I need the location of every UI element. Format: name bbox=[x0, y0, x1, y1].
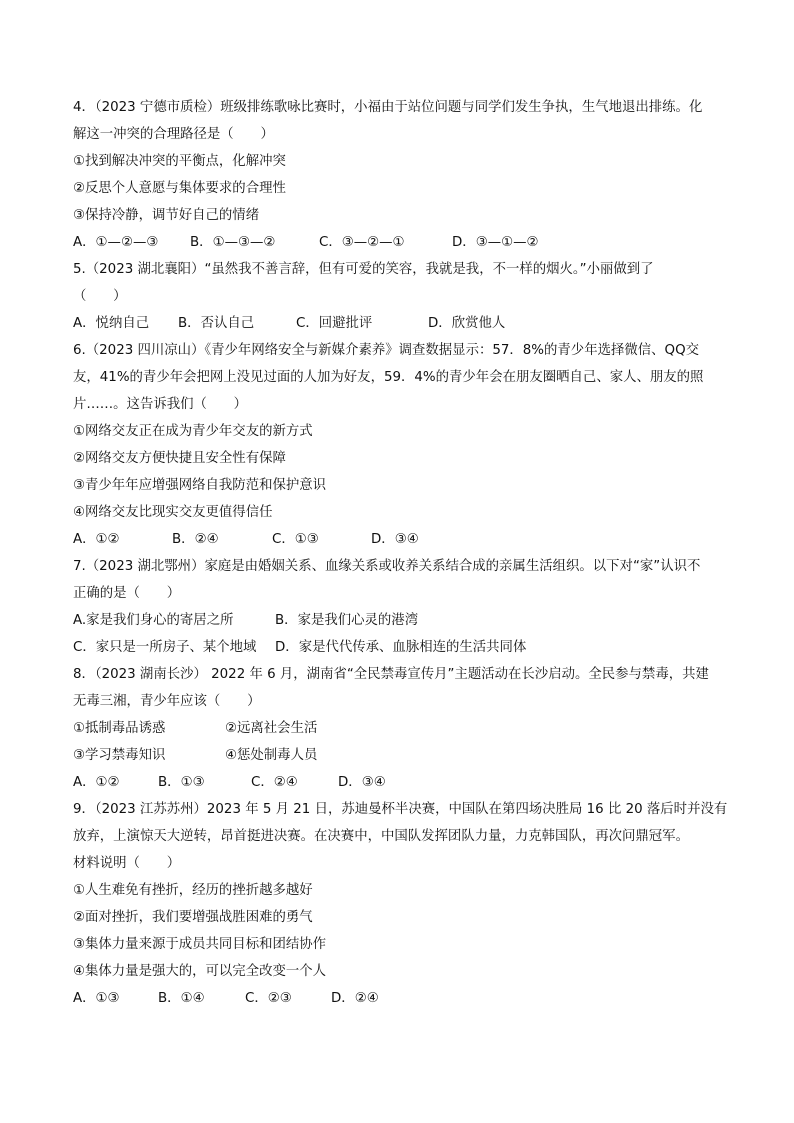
statement-item: ②远离社会生活 bbox=[225, 721, 318, 736]
option-b[interactable]: B．②④ bbox=[172, 532, 219, 547]
question-5 bbox=[73, 256, 723, 337]
question-stem: 7.（2023 湖北鄂州）家庭是由婚姻关系、血缘关系或收养关系结合成的亲属生活组织。以下对“家”认识不 bbox=[73, 559, 701, 574]
question-7 bbox=[73, 553, 723, 661]
statement-items bbox=[73, 715, 723, 742]
option-b[interactable]: B．家是我们心灵的港湾 bbox=[275, 613, 419, 628]
answer-options bbox=[73, 985, 723, 1012]
statement-item: ①网络交友正在成为青少年交友的新方式 bbox=[73, 424, 313, 439]
answer-options bbox=[73, 607, 723, 634]
option-c[interactable]: C．①③ bbox=[272, 532, 319, 547]
statement-item: ④惩处制毒人员 bbox=[225, 748, 318, 763]
statement-item: ③保持冷静，调节好自己的情绪 bbox=[73, 208, 260, 223]
statement-item: ②网络交友方便快捷且安全性有保障 bbox=[73, 451, 286, 466]
statement-item: ④网络交友比现实交友更值得信任 bbox=[73, 505, 273, 520]
question-stem: 9．（2023 江苏苏州）2023 年 5 月 21 日，苏迪曼杯半决赛，中国队在第四场决胜局 16 比 20 落后时并没有 bbox=[73, 802, 728, 817]
option-d[interactable]: D．③④ bbox=[371, 532, 419, 547]
option-a[interactable]: A．①② bbox=[73, 775, 120, 790]
option-c[interactable]: C．②④ bbox=[251, 775, 298, 790]
option-b[interactable]: B．否认自己 bbox=[178, 316, 255, 331]
answer-options bbox=[73, 634, 723, 661]
option-d[interactable]: D．③—①—② bbox=[452, 235, 539, 250]
question-stem: 片……。这告诉我们（ ） bbox=[73, 397, 248, 412]
question-stem: 放弃，上演惊天大逆转，昂首挺进决赛。在决赛中，中国队发挥团队力量，力克韩国队，再次问鼎冠军。 bbox=[73, 829, 689, 844]
option-b[interactable]: B．①④ bbox=[158, 991, 205, 1006]
question-6 bbox=[73, 337, 723, 553]
question-stem: 6.（2023 四川凉山）《青少年网络安全与新媒介素养》调查数据显示：57．8%的青少年选择微信、QQ交 bbox=[73, 343, 700, 358]
option-c[interactable]: C．②③ bbox=[245, 991, 292, 1006]
statement-items bbox=[73, 742, 723, 769]
option-d[interactable]: D．③④ bbox=[338, 775, 386, 790]
answer-options bbox=[73, 229, 723, 256]
statement-item: ②面对挫折，我们要增强战胜困难的勇气 bbox=[73, 910, 313, 925]
answer-options bbox=[73, 769, 723, 796]
question-stem: 正确的是（ ） bbox=[73, 586, 181, 601]
option-a[interactable]: A．悦纳自己 bbox=[73, 316, 150, 331]
statement-item: ①人生难免有挫折，经历的挫折越多越好 bbox=[73, 883, 313, 898]
option-b[interactable]: B．①—③—② bbox=[190, 235, 276, 250]
option-a[interactable]: A．①③ bbox=[73, 991, 120, 1006]
option-c[interactable]: C．回避批评 bbox=[296, 316, 373, 331]
question-stem: 4．（2023 宁德市质检）班级排练歌咏比赛时，小福由于站位问题与同学们发生争执，生气地退出排练。化 bbox=[73, 100, 703, 115]
statement-item: ②反思个人意愿与集体要求的合理性 bbox=[73, 181, 286, 196]
option-c[interactable]: C．③—②—① bbox=[319, 235, 405, 250]
question-stem: 解这一冲突的合理路径是（ ） bbox=[73, 127, 274, 142]
question-4 bbox=[73, 94, 723, 256]
option-d[interactable]: D．②④ bbox=[331, 991, 379, 1006]
question-stem: 8．（2023 湖南长沙） 2022 年 6 月，湖南省“全民禁毒宣传月”主题活动在长沙启动。全民参与禁毒，共建 bbox=[73, 667, 709, 682]
statement-item: ④集体力量是强大的，可以完全改变一个人 bbox=[73, 964, 327, 979]
question-8 bbox=[73, 661, 723, 796]
option-c[interactable]: C．家只是一所房子、某个地域 bbox=[73, 640, 257, 655]
question-stem: （ ） bbox=[73, 289, 127, 304]
statement-item: ③学习禁毒知识 bbox=[73, 748, 166, 763]
option-a[interactable]: A．①② bbox=[73, 532, 120, 547]
option-d[interactable]: D．家是代代传承、血脉相连的生活共同体 bbox=[275, 640, 527, 655]
statement-item: ③集体力量来源于成员共同目标和团结协作 bbox=[73, 937, 327, 952]
answer-options bbox=[73, 526, 723, 553]
question-list bbox=[73, 94, 728, 1012]
option-a[interactable]: A．①—②—③ bbox=[73, 235, 159, 250]
question-stem: 无毒三湘，青少年应该（ ） bbox=[73, 694, 261, 709]
option-d[interactable]: D．欣赏他人 bbox=[428, 316, 506, 331]
option-a[interactable]: A.家是我们身心的寄居之所 bbox=[73, 613, 234, 628]
question-stem: 5.（2023 湖北襄阳）“虽然我不善言辞，但有可爱的笑容，我就是我，不一样的烟火。”小丽做到了 bbox=[73, 262, 654, 277]
question-stem: 材料说明（ ） bbox=[73, 856, 181, 871]
statement-item: ①找到解决冲突的平衡点，化解冲突 bbox=[73, 154, 286, 169]
statement-item: ①抵制毒品诱惑 bbox=[73, 721, 166, 736]
statement-item: ③青少年年应增强网络自我防范和保护意识 bbox=[73, 478, 327, 493]
option-b[interactable]: B．①③ bbox=[158, 775, 205, 790]
answer-options bbox=[73, 310, 723, 337]
question-9 bbox=[73, 796, 728, 1012]
question-stem: 友，41%的青少年会把网上没见过面的人加为好友，59．4%的青少年会在朋友圈晒自己、家人、朋友的照 bbox=[73, 370, 704, 385]
